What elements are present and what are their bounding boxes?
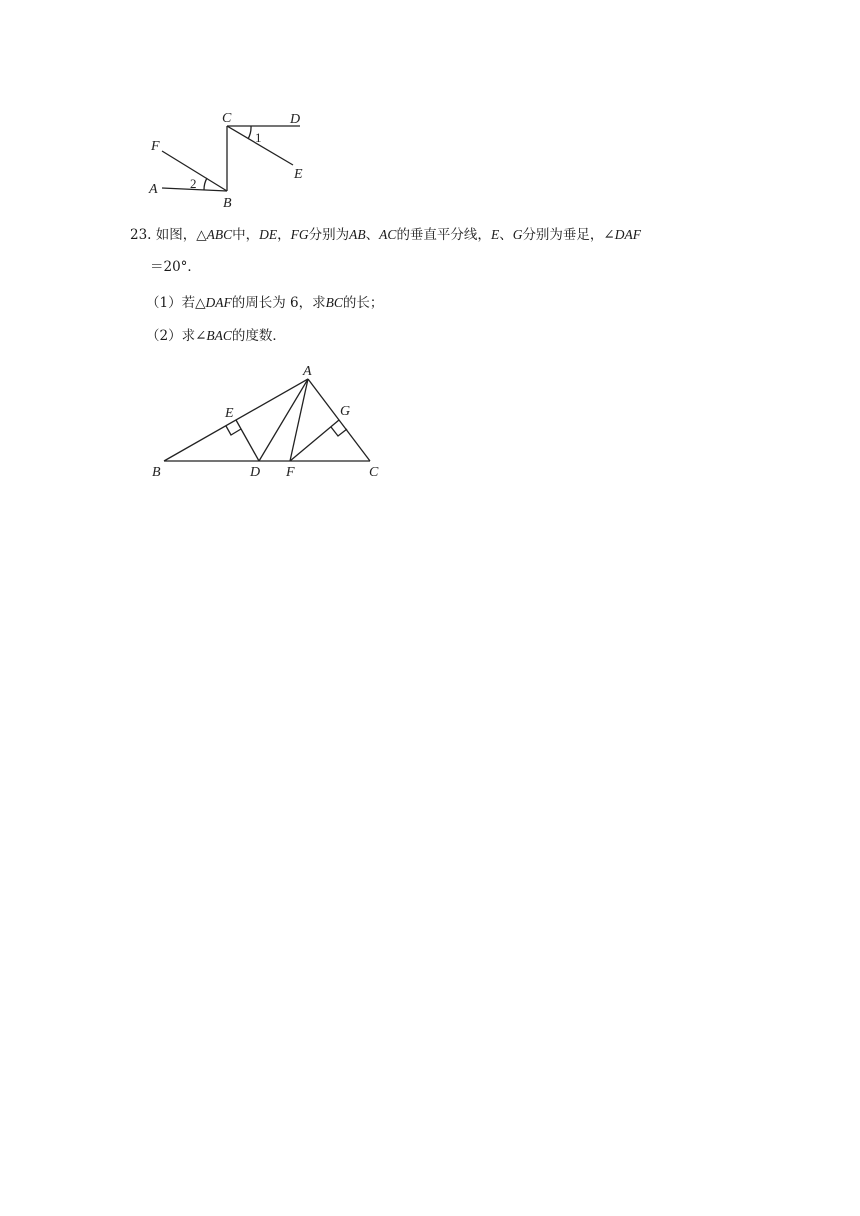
text-segment: 分别为垂足，∠ [522,227,615,243]
label-f: F [286,465,295,480]
right-angle-e [226,426,241,435]
text-segment: 的垂直平分线， [396,227,491,243]
math-var: DAF [205,295,232,310]
problem-number: 23. [130,227,152,243]
label-a: A [303,364,312,379]
math-var: DAF [614,227,641,242]
label-f: F [151,139,160,154]
label-c: C [369,465,379,480]
text-segment: 分别为 [308,227,350,243]
angle-2-arc [204,178,207,190]
math-var: AC [379,227,397,242]
text-segment: 的长； [342,295,384,311]
angle-1-arc [248,126,251,139]
text-segment: 、 [499,227,513,243]
bottom-figure [140,360,400,485]
problem-statement-line1 [130,226,641,244]
label-d: D [290,112,301,127]
label-c: C [222,111,232,126]
angle-2-label: 2 [190,176,197,191]
problem-part-2 [146,327,286,345]
math-var: AB [349,227,366,242]
label-b: B [152,465,161,480]
text-segment: （1）若△ [146,295,206,311]
text-segment: （2）求∠ [146,328,207,344]
math-var: BC [325,295,343,310]
text-segment: ＝20°． [150,259,201,275]
text-segment: 中， [232,227,260,243]
top-figure [140,106,320,216]
text-segment: 、 [365,227,380,243]
math-var: ABC [206,227,233,242]
problem-part-1 [146,294,383,312]
label-b: B [223,196,232,211]
text-segment: 的度数． [231,328,286,344]
label-a: A [149,182,158,197]
label-e: E [225,406,234,421]
math-var: BAC [206,328,232,343]
segment-de [236,420,259,461]
label-g: G [340,404,351,419]
math-var: E [490,227,500,242]
math-var: DE [259,227,278,242]
label-e: E [294,167,303,182]
problem-statement-line2 [150,258,201,276]
angle-1-label: 1 [255,130,262,145]
text-segment: 的周长为 6，求 [231,295,326,311]
text-segment: 如图，△ [155,227,207,243]
segment-ad [259,379,308,461]
text-segment: ， [277,227,291,243]
math-var: G [512,227,523,242]
math-var: FG [290,227,309,242]
label-d: D [250,465,261,480]
